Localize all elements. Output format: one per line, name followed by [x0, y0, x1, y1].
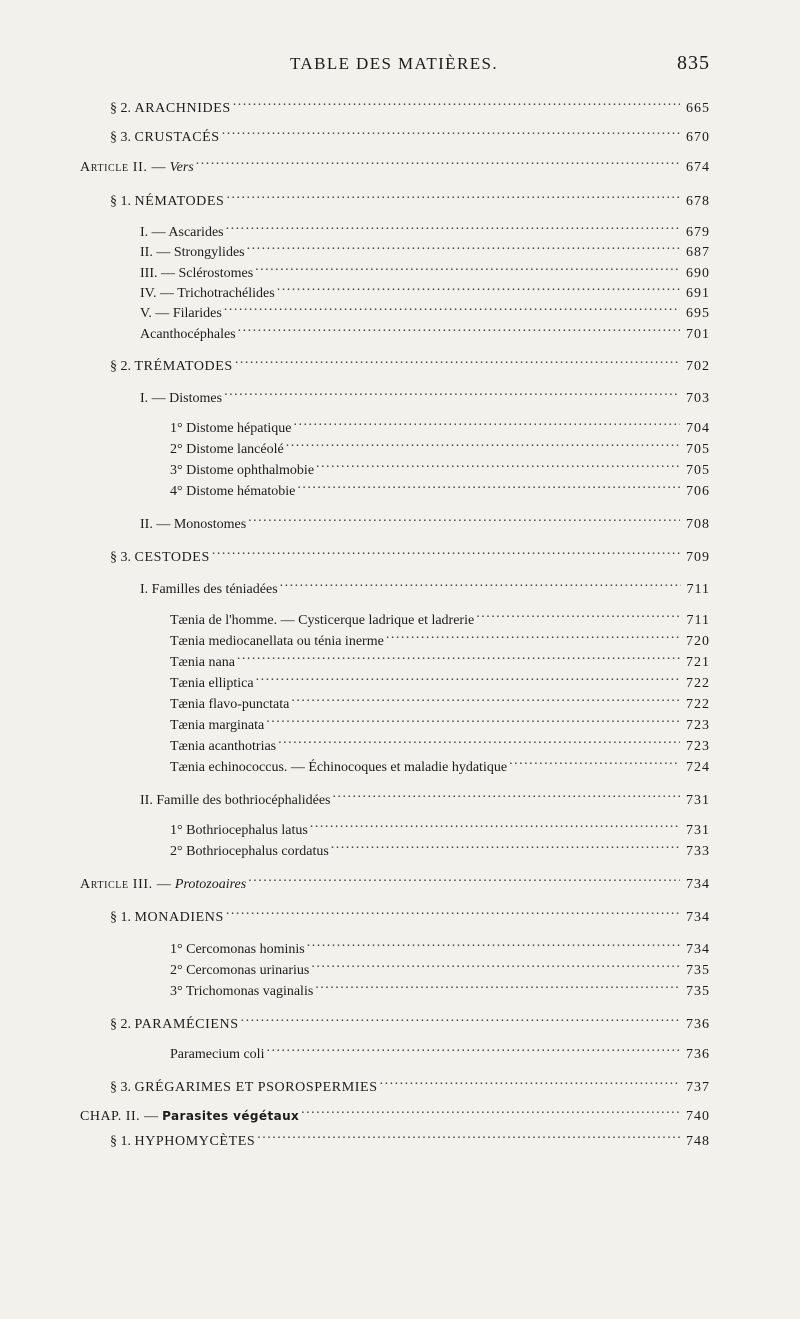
toc-entry: Article II. — Vers . . . 674: [80, 151, 710, 171]
toc-entry: Tænia flavo-punctata . . . 722: [170, 688, 710, 708]
toc-entry: § 2. PARAMÉCIENS . . . 736: [110, 1008, 710, 1028]
toc-entry: § 2. ARACHNIDES . . . 665: [110, 92, 710, 112]
toc-entry: 4° Distome hématobie . . . 706: [170, 475, 710, 495]
toc-entry: 1° Bothriocephalus latus . . . 731: [170, 814, 710, 834]
toc-entry: § 3. GRÉGARIMES ET PSOROSPERMIES . . . 737: [110, 1071, 710, 1091]
toc-entry: 2° Bothriocephalus cordatus . . . 733: [170, 835, 710, 855]
toc-entry: Article III. — Protozoaires . . . 734: [80, 868, 710, 888]
toc-entry: Tænia acanthotrias . . . 723: [170, 730, 710, 750]
toc-entry: 2° Cercomonas urinarius . . . 735: [170, 954, 710, 974]
toc-entry: Tænia elliptica . . . 722: [170, 667, 710, 687]
running-title: TABLE DES MATIÈRES.: [290, 54, 498, 73]
toc-entry: II. — Monostomes . . . 708: [140, 508, 710, 528]
toc-entry: I. — Ascarides . . . 679: [140, 216, 710, 236]
toc-entry: § 1. NÉMATODES . . . 678: [110, 185, 710, 205]
toc-entry: II. — Strongylides . . . 687: [140, 236, 710, 256]
toc-entry: Tænia mediocanellata ou ténia inerme . . . 720: [170, 625, 710, 645]
toc-entry: Acanthocéphales . . . 701: [140, 318, 710, 338]
toc-entry: CHAP. II. — Parasites végétaux . . . 740: [80, 1100, 710, 1120]
toc-entry: § 3. CRUSTACÉS . . . 670: [110, 121, 710, 141]
toc-entry: V. — Filarides . . . 695: [140, 297, 710, 317]
toc-entry: § 3. CESTODES . . . 709: [110, 541, 710, 561]
toc-entry: I. — Distomes . . . 703: [140, 382, 710, 402]
toc-entry: § 1. MONADIENS . . . 734: [110, 901, 710, 921]
toc-entry: IV. — Trichotrachélides . . . 691: [140, 277, 710, 297]
toc-entry: 1° Distome hépatique . . . 704: [170, 412, 710, 432]
toc-entry: § 2. TRÉMATODES . . . 702: [110, 350, 710, 370]
toc-entry: § 1. HYPHOMYCÈTES . . . 748: [110, 1125, 710, 1145]
toc-entry: Tænia marginata . . . 723: [170, 709, 710, 729]
toc-entry: Paramecium coli . . . 736: [170, 1038, 710, 1058]
toc-entry: 1° Cercomonas hominis . . . 734: [170, 933, 710, 953]
toc-entry: I. Familles des téniadées . . . 711: [140, 573, 710, 593]
toc-entry: III. — Sclérostomes . . . 690: [140, 257, 710, 277]
toc-entry: 3° Distome ophthalmobie . . . 705: [170, 454, 710, 474]
page-number: 835: [677, 52, 710, 74]
toc-entry: II. Famille des bothriocéphalidées . . . 731: [140, 784, 710, 804]
toc-entry: 2° Distome lancéolé . . . 705: [170, 433, 710, 453]
toc-entry: Tænia de l'homme. — Cysticerque ladrique et ladrerie . . . 711: [170, 604, 710, 624]
toc-entry: Tænia echinococcus. — Échinocoques et maladie hydatique . . . 724: [170, 751, 710, 771]
toc-entry: Tænia nana . . . 721: [170, 646, 710, 666]
toc-entry: 3° Trichomonas vaginalis . . . 735: [170, 975, 710, 995]
page-header: [0, 54, 800, 78]
